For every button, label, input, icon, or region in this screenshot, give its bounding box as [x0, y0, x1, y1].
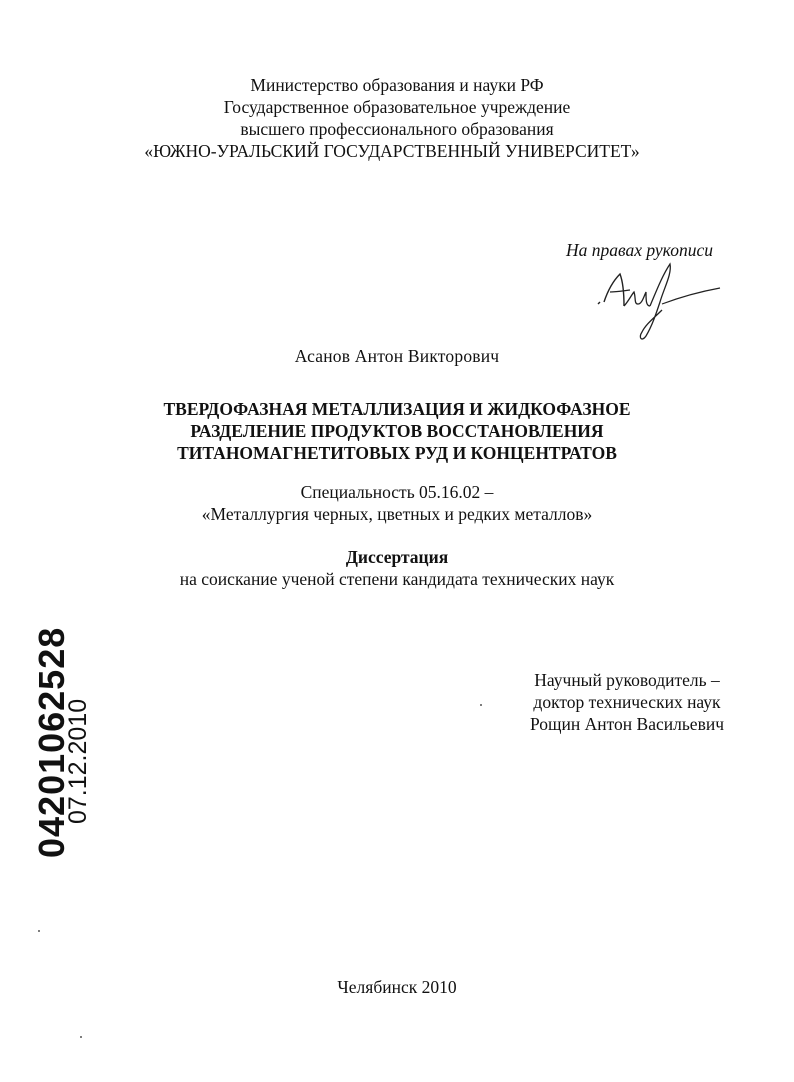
scan-speck — [480, 704, 482, 706]
title-line-3: ТИТАНОМАГНЕТИТОВЫХ РУД И КОНЦЕНТРАТОВ — [177, 443, 617, 463]
library-stamp-number: 04201062528 — [31, 626, 72, 858]
university-name: «ЮЖНО-УРАЛЬСКИЙ ГОСУДАРСТВЕННЫЙ УНИВЕРСИТЕТ» — [144, 141, 640, 161]
library-stamp-date: 07.12.2010 — [64, 698, 92, 824]
dissertation-label: Диссертация — [345, 547, 449, 567]
specialty-code: Специальность 05.16.02 – — [300, 482, 494, 502]
supervisor-block — [512, 669, 742, 735]
scan-speck — [80, 1036, 82, 1038]
dissertation-title — [0, 398, 794, 464]
dissertation-purpose: на соискание ученой степени кандидата технических наук — [179, 569, 615, 589]
author-name: Асанов Антон Викторович — [294, 346, 500, 366]
author-signature — [590, 262, 730, 344]
education-level-line: высшего профессионального образования — [240, 119, 554, 139]
city-year: Челябинск 2010 — [337, 977, 457, 997]
specialty-block — [0, 481, 794, 525]
institution-type-line: Государственное образовательное учреждение — [223, 97, 571, 117]
institution-header — [0, 74, 794, 162]
manuscript-note: На правах рукописи — [566, 240, 713, 260]
ministry-line: Министерство образования и науки РФ — [250, 75, 544, 95]
title-line-1: ТВЕРДОФАЗНАЯ МЕТАЛЛИЗАЦИЯ И ЖИДКОФАЗНОЕ — [163, 399, 631, 419]
dissertation-block — [0, 546, 794, 590]
title-line-2: РАЗДЕЛЕНИЕ ПРОДУКТОВ ВОССТАНОВЛЕНИЯ — [190, 421, 604, 441]
scan-speck — [38, 930, 40, 932]
supervisor-role: Научный руководитель – — [534, 670, 720, 690]
supervisor-name: Рощин Антон Васильевич — [529, 714, 725, 734]
specialty-name: «Металлургия черных, цветных и редких металлов» — [201, 504, 593, 524]
supervisor-degree: доктор технических наук — [533, 692, 721, 712]
